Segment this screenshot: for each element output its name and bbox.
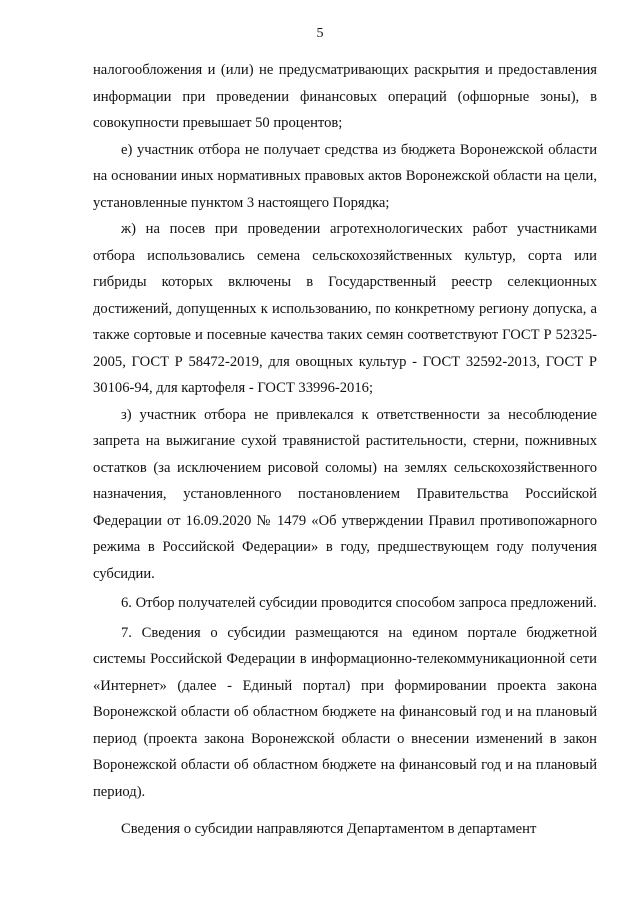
paragraph-item-z: з) участник отбора не привлекался к ответственности за несоблюдение запрета на выжигание сухой травянистой растительности, стерни, пожнивных остатков (за исключением рисовой соломы) на землях сельскохозяйственного назначения, установленного постановлением Правительства Российской Федерации от 16.09.2020 № 1479 «Об утверждении Правил противопожарного режима в Российской Федерации» в году, предшествующем году получения субсидии. (93, 406, 597, 582)
page-number: 5 (316, 26, 324, 41)
document-body (93, 57, 597, 843)
paragraph-item-zh: ж) на посев при проведении агротехнологических работ участниками отбора использовались семена сельскохозяйственных культур, сорта или гибриды которых включены в Государственный реестр селекционных достижений, допущенных к использованию, по конкретному региону допуска, а также сортовые и посевные качества таких семян соответствуют ГОСТ Р 52325-2005, ГОСТ Р 58472-2019, для овощных культур - ГОСТ 32592-2013, ГОСТ Р 30106-94, для картофеля - ГОСТ 33996-2016; (93, 221, 597, 396)
paragraph-offshore-continuation: налогообложения и (или) не предусматривающих раскрытия и предоставления информации при проведении финансовых операций (офшорные зоны), в совокупности превышает 50 процентов; (93, 62, 597, 131)
paragraph-item-e: е) участник отбора не получает средства из бюджета Воронежской области на основании иных нормативных правовых актов Воронежской области на цели, установленные пунктом 3 настоящего Порядка; (93, 141, 597, 211)
paragraph-section-7: 7. Сведения о субсидии размещаются на едином портале бюджетной системы Российской Федерации в информационно-телекоммуникационной сети «Интернет» (далее - Единый портал) при формировании проекта закона Воронежской области об областном бюджете на финансовый год и на плановый период (проекта закона Воронежской области о внесении изменений в закон Воронежской области об областном бюджете на финансовый год и на плановый период). (93, 624, 597, 800)
paragraph-subsidy-info: Сведения о субсидии направляются Департаментом в департамент (121, 821, 537, 837)
paragraph-section-6: 6. Отбор получателей субсидии проводится способом запроса предложений. (121, 595, 597, 611)
